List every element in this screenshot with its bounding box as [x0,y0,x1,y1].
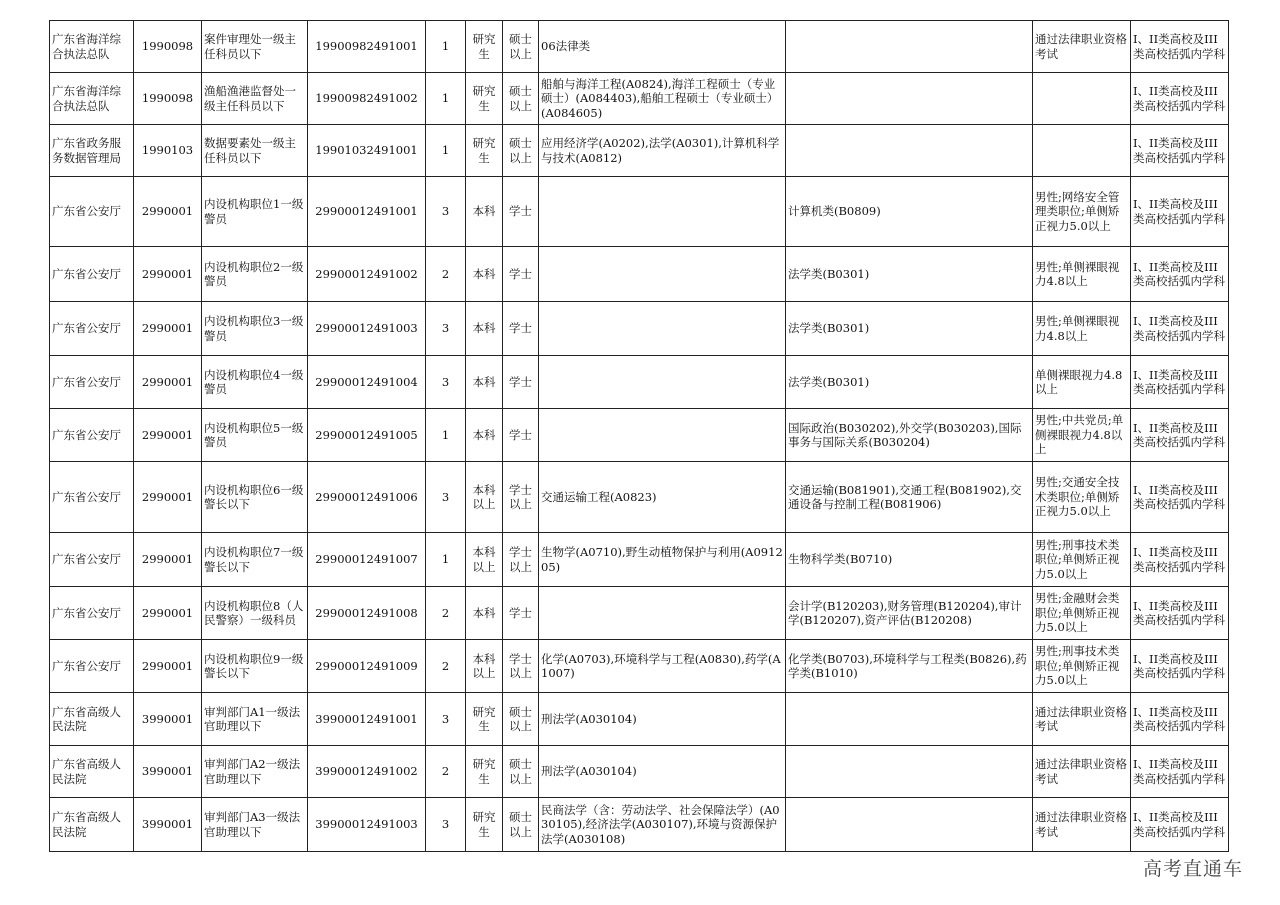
position-code-cell: 19900982491002 [308,73,426,125]
education-cell: 研究生 [466,746,503,798]
position-cell: 内设机构职位8（人民警察）一级科员 [202,587,308,640]
other-requirements-cell: 通过法律职业资格考试 [1033,798,1131,852]
school-requirement-cell: I、II类高校及III类高校括弧内学科 [1131,409,1229,462]
watermark: 高考直通车 [1143,858,1244,880]
position-code-cell: 29900012491004 [308,356,426,409]
undergraduate-major-cell [786,746,1033,798]
unit-code-cell: 2990001 [134,177,202,247]
unit-cell: 广东省公安厅 [50,462,134,533]
undergraduate-major-cell [786,73,1033,125]
graduate-major-cell [539,356,786,409]
unit-code-cell: 1990098 [134,73,202,125]
unit-cell: 广东省公安厅 [50,409,134,462]
table-row [50,302,1229,356]
other-requirements-cell: 男性;网络安全管理类职位;单侧矫正视力5.0以上 [1033,177,1131,247]
position-code-cell: 29900012491008 [308,587,426,640]
undergraduate-major-cell: 计算机类(B0809) [786,177,1033,247]
count-cell: 3 [426,798,466,852]
education-cell: 研究生 [466,125,503,177]
count-cell: 3 [426,356,466,409]
school-requirement-cell: I、II类高校及III类高校括弧内学科 [1131,21,1229,73]
graduate-major-cell [539,409,786,462]
undergraduate-major-cell: 化学类(B0703),环境科学与工程类(B0826),药学类(B1010) [786,640,1033,693]
other-requirements-cell: 男性;单侧裸眼视力4.8以上 [1033,247,1131,302]
graduate-major-cell [539,177,786,247]
table-row [50,73,1229,125]
table-row [50,640,1229,693]
unit-code-cell: 2990001 [134,587,202,640]
position-code-cell: 39900012491003 [308,798,426,852]
degree-cell: 学士以上 [503,640,539,693]
unit-code-cell: 3990001 [134,798,202,852]
graduate-major-cell: 刑法学(A030104) [539,746,786,798]
other-requirements-cell: 男性;刑事技术类职位;单侧矫正视力5.0以上 [1033,533,1131,587]
position-cell: 审判部门A3一级法官助理以下 [202,798,308,852]
other-requirements-cell: 男性;单侧裸眼视力4.8以上 [1033,302,1131,356]
undergraduate-major-cell: 法学类(B0301) [786,247,1033,302]
degree-cell: 学士以上 [503,533,539,587]
table-row [50,356,1229,409]
education-cell: 研究生 [466,693,503,746]
graduate-major-cell [539,587,786,640]
education-cell: 本科 [466,356,503,409]
unit-code-cell: 2990001 [134,640,202,693]
degree-cell: 硕士以上 [503,746,539,798]
count-cell: 3 [426,177,466,247]
count-cell: 2 [426,746,466,798]
undergraduate-major-cell: 交通运输(B081901),交通工程(B081902),交通设备与控制工程(B081906) [786,462,1033,533]
unit-code-cell: 2990001 [134,247,202,302]
school-requirement-cell: I、II类高校及III类高校括弧内学科 [1131,746,1229,798]
count-cell: 3 [426,302,466,356]
count-cell: 1 [426,409,466,462]
unit-cell: 广东省政务服务数据管理局 [50,125,134,177]
unit-code-cell: 3990001 [134,746,202,798]
table-row [50,693,1229,746]
unit-cell: 广东省高级人民法院 [50,693,134,746]
undergraduate-major-cell [786,125,1033,177]
unit-cell: 广东省公安厅 [50,177,134,247]
position-cell: 案件审理处一级主任科员以下 [202,21,308,73]
position-code-cell: 29900012491002 [308,247,426,302]
unit-cell: 广东省高级人民法院 [50,798,134,852]
table-row [50,177,1229,247]
degree-cell: 学士 [503,302,539,356]
school-requirement-cell: I、II类高校及III类高校括弧内学科 [1131,462,1229,533]
position-cell: 内设机构职位9一级警长以下 [202,640,308,693]
graduate-major-cell: 刑法学(A030104) [539,693,786,746]
count-cell: 3 [426,693,466,746]
unit-code-cell: 2990001 [134,356,202,409]
count-cell: 1 [426,125,466,177]
position-cell: 内设机构职位3一级警员 [202,302,308,356]
school-requirement-cell: I、II类高校及III类高校括弧内学科 [1131,125,1229,177]
undergraduate-major-cell [786,693,1033,746]
table-row [50,798,1229,852]
graduate-major-cell: 交通运输工程(A0823) [539,462,786,533]
school-requirement-cell: I、II类高校及III类高校括弧内学科 [1131,177,1229,247]
degree-cell: 硕士以上 [503,125,539,177]
position-code-cell: 29900012491005 [308,409,426,462]
degree-cell: 学士 [503,247,539,302]
other-requirements-cell: 男性;金融财会类职位;单侧矫正视力5.0以上 [1033,587,1131,640]
school-requirement-cell: I、II类高校及III类高校括弧内学科 [1131,587,1229,640]
graduate-major-cell: 应用经济学(A0202),法学(A0301),计算机科学与技术(A0812) [539,125,786,177]
unit-cell: 广东省公安厅 [50,356,134,409]
education-cell: 本科以上 [466,462,503,533]
undergraduate-major-cell: 会计学(B120203),财务管理(B120204),审计学(B120207),资产评估(B120208) [786,587,1033,640]
other-requirements-cell: 男性;中共党员;单侧裸眼视力4.8以上 [1033,409,1131,462]
count-cell: 2 [426,587,466,640]
position-code-cell: 29900012491007 [308,533,426,587]
position-cell: 内设机构职位5一级警员 [202,409,308,462]
unit-cell: 广东省公安厅 [50,302,134,356]
degree-cell: 学士 [503,409,539,462]
education-cell: 本科 [466,587,503,640]
position-code-cell: 39900012491001 [308,693,426,746]
degree-cell: 学士 [503,356,539,409]
position-code-cell: 29900012491003 [308,302,426,356]
degree-cell: 硕士以上 [503,798,539,852]
job-position-table [49,20,1229,852]
table-row [50,409,1229,462]
table-row [50,125,1229,177]
unit-cell: 广东省公安厅 [50,533,134,587]
other-requirements-cell: 男性;交通安全技术类职位;单侧矫正视力5.0以上 [1033,462,1131,533]
position-code-cell: 19901032491001 [308,125,426,177]
undergraduate-major-cell: 国际政治(B030202),外交学(B030203),国际事务与国际关系(B030204) [786,409,1033,462]
unit-cell: 广东省海洋综合执法总队 [50,73,134,125]
degree-cell: 学士 [503,177,539,247]
unit-code-cell: 2990001 [134,302,202,356]
education-cell: 本科 [466,409,503,462]
count-cell: 1 [426,533,466,587]
education-cell: 本科以上 [466,533,503,587]
graduate-major-cell: 民商法学（含：劳动法学、社会保障法学）(A030105),经济法学(A030107),环境与资源保护法学(A030108) [539,798,786,852]
table-row [50,247,1229,302]
school-requirement-cell: I、II类高校及III类高校括弧内学科 [1131,302,1229,356]
education-cell: 本科以上 [466,640,503,693]
position-code-cell: 39900012491002 [308,746,426,798]
school-requirement-cell: I、II类高校及III类高校括弧内学科 [1131,247,1229,302]
table-row [50,587,1229,640]
education-cell: 本科 [466,302,503,356]
other-requirements-cell: 通过法律职业资格考试 [1033,746,1131,798]
undergraduate-major-cell: 法学类(B0301) [786,302,1033,356]
undergraduate-major-cell [786,798,1033,852]
undergraduate-major-cell: 生物科学类(B0710) [786,533,1033,587]
other-requirements-cell: 通过法律职业资格考试 [1033,693,1131,746]
position-cell: 内设机构职位2一级警员 [202,247,308,302]
table-row [50,533,1229,587]
school-requirement-cell: I、II类高校及III类高校括弧内学科 [1131,798,1229,852]
table-row [50,21,1229,73]
other-requirements-cell [1033,125,1131,177]
school-requirement-cell: I、II类高校及III类高校括弧内学科 [1131,73,1229,125]
unit-code-cell: 3990001 [134,693,202,746]
position-code-cell: 29900012491001 [308,177,426,247]
table-body [50,21,1229,852]
position-cell: 内设机构职位6一级警长以下 [202,462,308,533]
count-cell: 1 [426,73,466,125]
other-requirements-cell: 男性;刑事技术类职位;单侧矫正视力5.0以上 [1033,640,1131,693]
degree-cell: 硕士以上 [503,693,539,746]
graduate-major-cell: 化学(A0703),环境科学与工程(A0830),药学(A1007) [539,640,786,693]
position-cell: 内设机构职位1一级警员 [202,177,308,247]
count-cell: 2 [426,640,466,693]
unit-code-cell: 1990098 [134,21,202,73]
position-cell: 审判部门A1一级法官助理以下 [202,693,308,746]
unit-cell: 广东省公安厅 [50,587,134,640]
graduate-major-cell [539,247,786,302]
position-cell: 内设机构职位4一级警员 [202,356,308,409]
unit-code-cell: 2990001 [134,462,202,533]
count-cell: 1 [426,21,466,73]
school-requirement-cell: I、II类高校及III类高校括弧内学科 [1131,533,1229,587]
degree-cell: 学士 [503,587,539,640]
undergraduate-major-cell [786,21,1033,73]
count-cell: 2 [426,247,466,302]
position-cell: 审判部门A2一级法官助理以下 [202,746,308,798]
unit-cell: 广东省公安厅 [50,640,134,693]
graduate-major-cell: 船舶与海洋工程(A0824),海洋工程硕士（专业硕士）(A084403),船舶工程硕士（专业硕士）(A084605) [539,73,786,125]
graduate-major-cell: 06法律类 [539,21,786,73]
position-cell: 渔船渔港监督处一级主任科员以下 [202,73,308,125]
undergraduate-major-cell: 法学类(B0301) [786,356,1033,409]
unit-code-cell: 2990001 [134,409,202,462]
position-code-cell: 29900012491009 [308,640,426,693]
degree-cell: 硕士以上 [503,21,539,73]
table-row [50,462,1229,533]
school-requirement-cell: I、II类高校及III类高校括弧内学科 [1131,356,1229,409]
other-requirements-cell: 单侧裸眼视力4.8以上 [1033,356,1131,409]
graduate-major-cell [539,302,786,356]
graduate-major-cell: 生物学(A0710),野生动植物保护与利用(A091205) [539,533,786,587]
degree-cell: 学士以上 [503,462,539,533]
count-cell: 3 [426,462,466,533]
education-cell: 本科 [466,247,503,302]
position-code-cell: 19900982491001 [308,21,426,73]
education-cell: 本科 [466,177,503,247]
school-requirement-cell: I、II类高校及III类高校括弧内学科 [1131,640,1229,693]
unit-cell: 广东省公安厅 [50,247,134,302]
unit-cell: 广东省海洋综合执法总队 [50,21,134,73]
position-cell: 内设机构职位7一级警长以下 [202,533,308,587]
position-cell: 数据要素处一级主任科员以下 [202,125,308,177]
school-requirement-cell: I、II类高校及III类高校括弧内学科 [1131,693,1229,746]
unit-cell: 广东省高级人民法院 [50,746,134,798]
other-requirements-cell [1033,73,1131,125]
education-cell: 研究生 [466,21,503,73]
other-requirements-cell: 通过法律职业资格考试 [1033,21,1131,73]
unit-code-cell: 2990001 [134,533,202,587]
position-code-cell: 29900012491006 [308,462,426,533]
education-cell: 研究生 [466,73,503,125]
unit-code-cell: 1990103 [134,125,202,177]
education-cell: 研究生 [466,798,503,852]
degree-cell: 硕士以上 [503,73,539,125]
table-row [50,746,1229,798]
